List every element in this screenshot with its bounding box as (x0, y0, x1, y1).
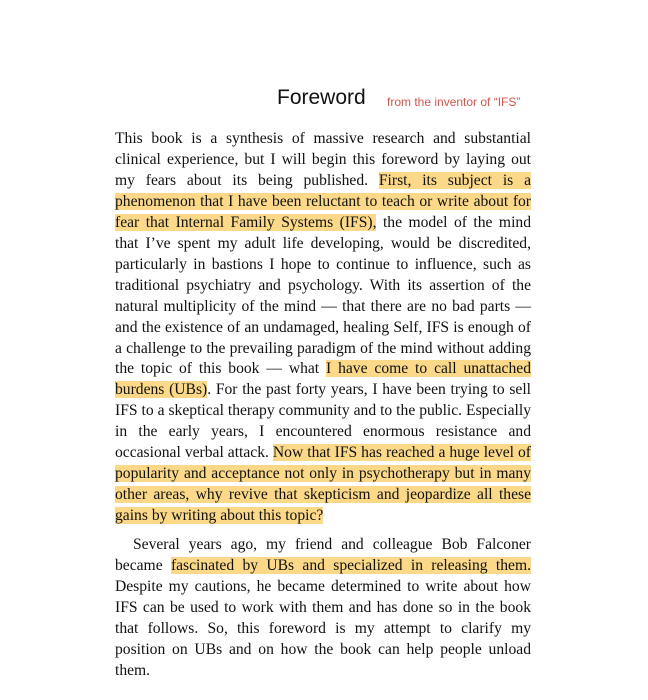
text-segment: Several years ago, my friend and colleague Bob Falconer became (115, 536, 531, 575)
paragraph-1 (115, 129, 531, 527)
text-segment: Despite my cautions, he became determined to write about how IFS can be used to work with them and has done so in the book that follows. So, this foreword is my attempt to clarify my position on UBs and on how the book can help people unload them. (115, 578, 531, 679)
highlighted-passage: Now that IFS has reached a huge level of popularity and acceptance not only in psychotherapy but in many other areas, why revive that skepticism and jeopardize all these gains by writing about this topic? (115, 444, 531, 525)
heading-row (0, 86, 648, 122)
text-segment: This book is a synthesis of massive research and substantial clinical experience, but I will begin this foreword by laying out my fears about its being published. (115, 130, 531, 189)
highlighted-passage: I have come to call unattached burdens (UBs) (115, 360, 531, 399)
handwritten-annotation: from the inventor of “IFS” (387, 95, 521, 109)
highlighted-passage: First, its subject is a phenomenon that I have been reluctant to teach or write about for fear that Internal Family Systems (IFS), (115, 171, 531, 231)
highlighted-passage: fascinated by UBs and specialized in releasing them. (170, 557, 531, 575)
text-segment: the model of the mind that I’ve spent my adult life developing, would be discredited, particularly in bastions I hope to continue to influence, such as traditional psychiatry and psychology. With its assertion of the natural multiplicity of the mind — that there are no bad parts — and the existence of an undamaged, healing Self, IFS is enough of a challenge to the prevailing paradigm of the mind without adding the topic of this book — what (115, 213, 531, 378)
page-title: Foreword (277, 86, 366, 109)
body-text (115, 129, 531, 682)
paragraph-2 (115, 535, 531, 682)
text-segment: . For the past forty years, I have been trying to sell IFS to a skeptical therapy community and to the public. Especially in the early years, I encountered enormous resistance and occasional verbal attack. (115, 381, 531, 462)
